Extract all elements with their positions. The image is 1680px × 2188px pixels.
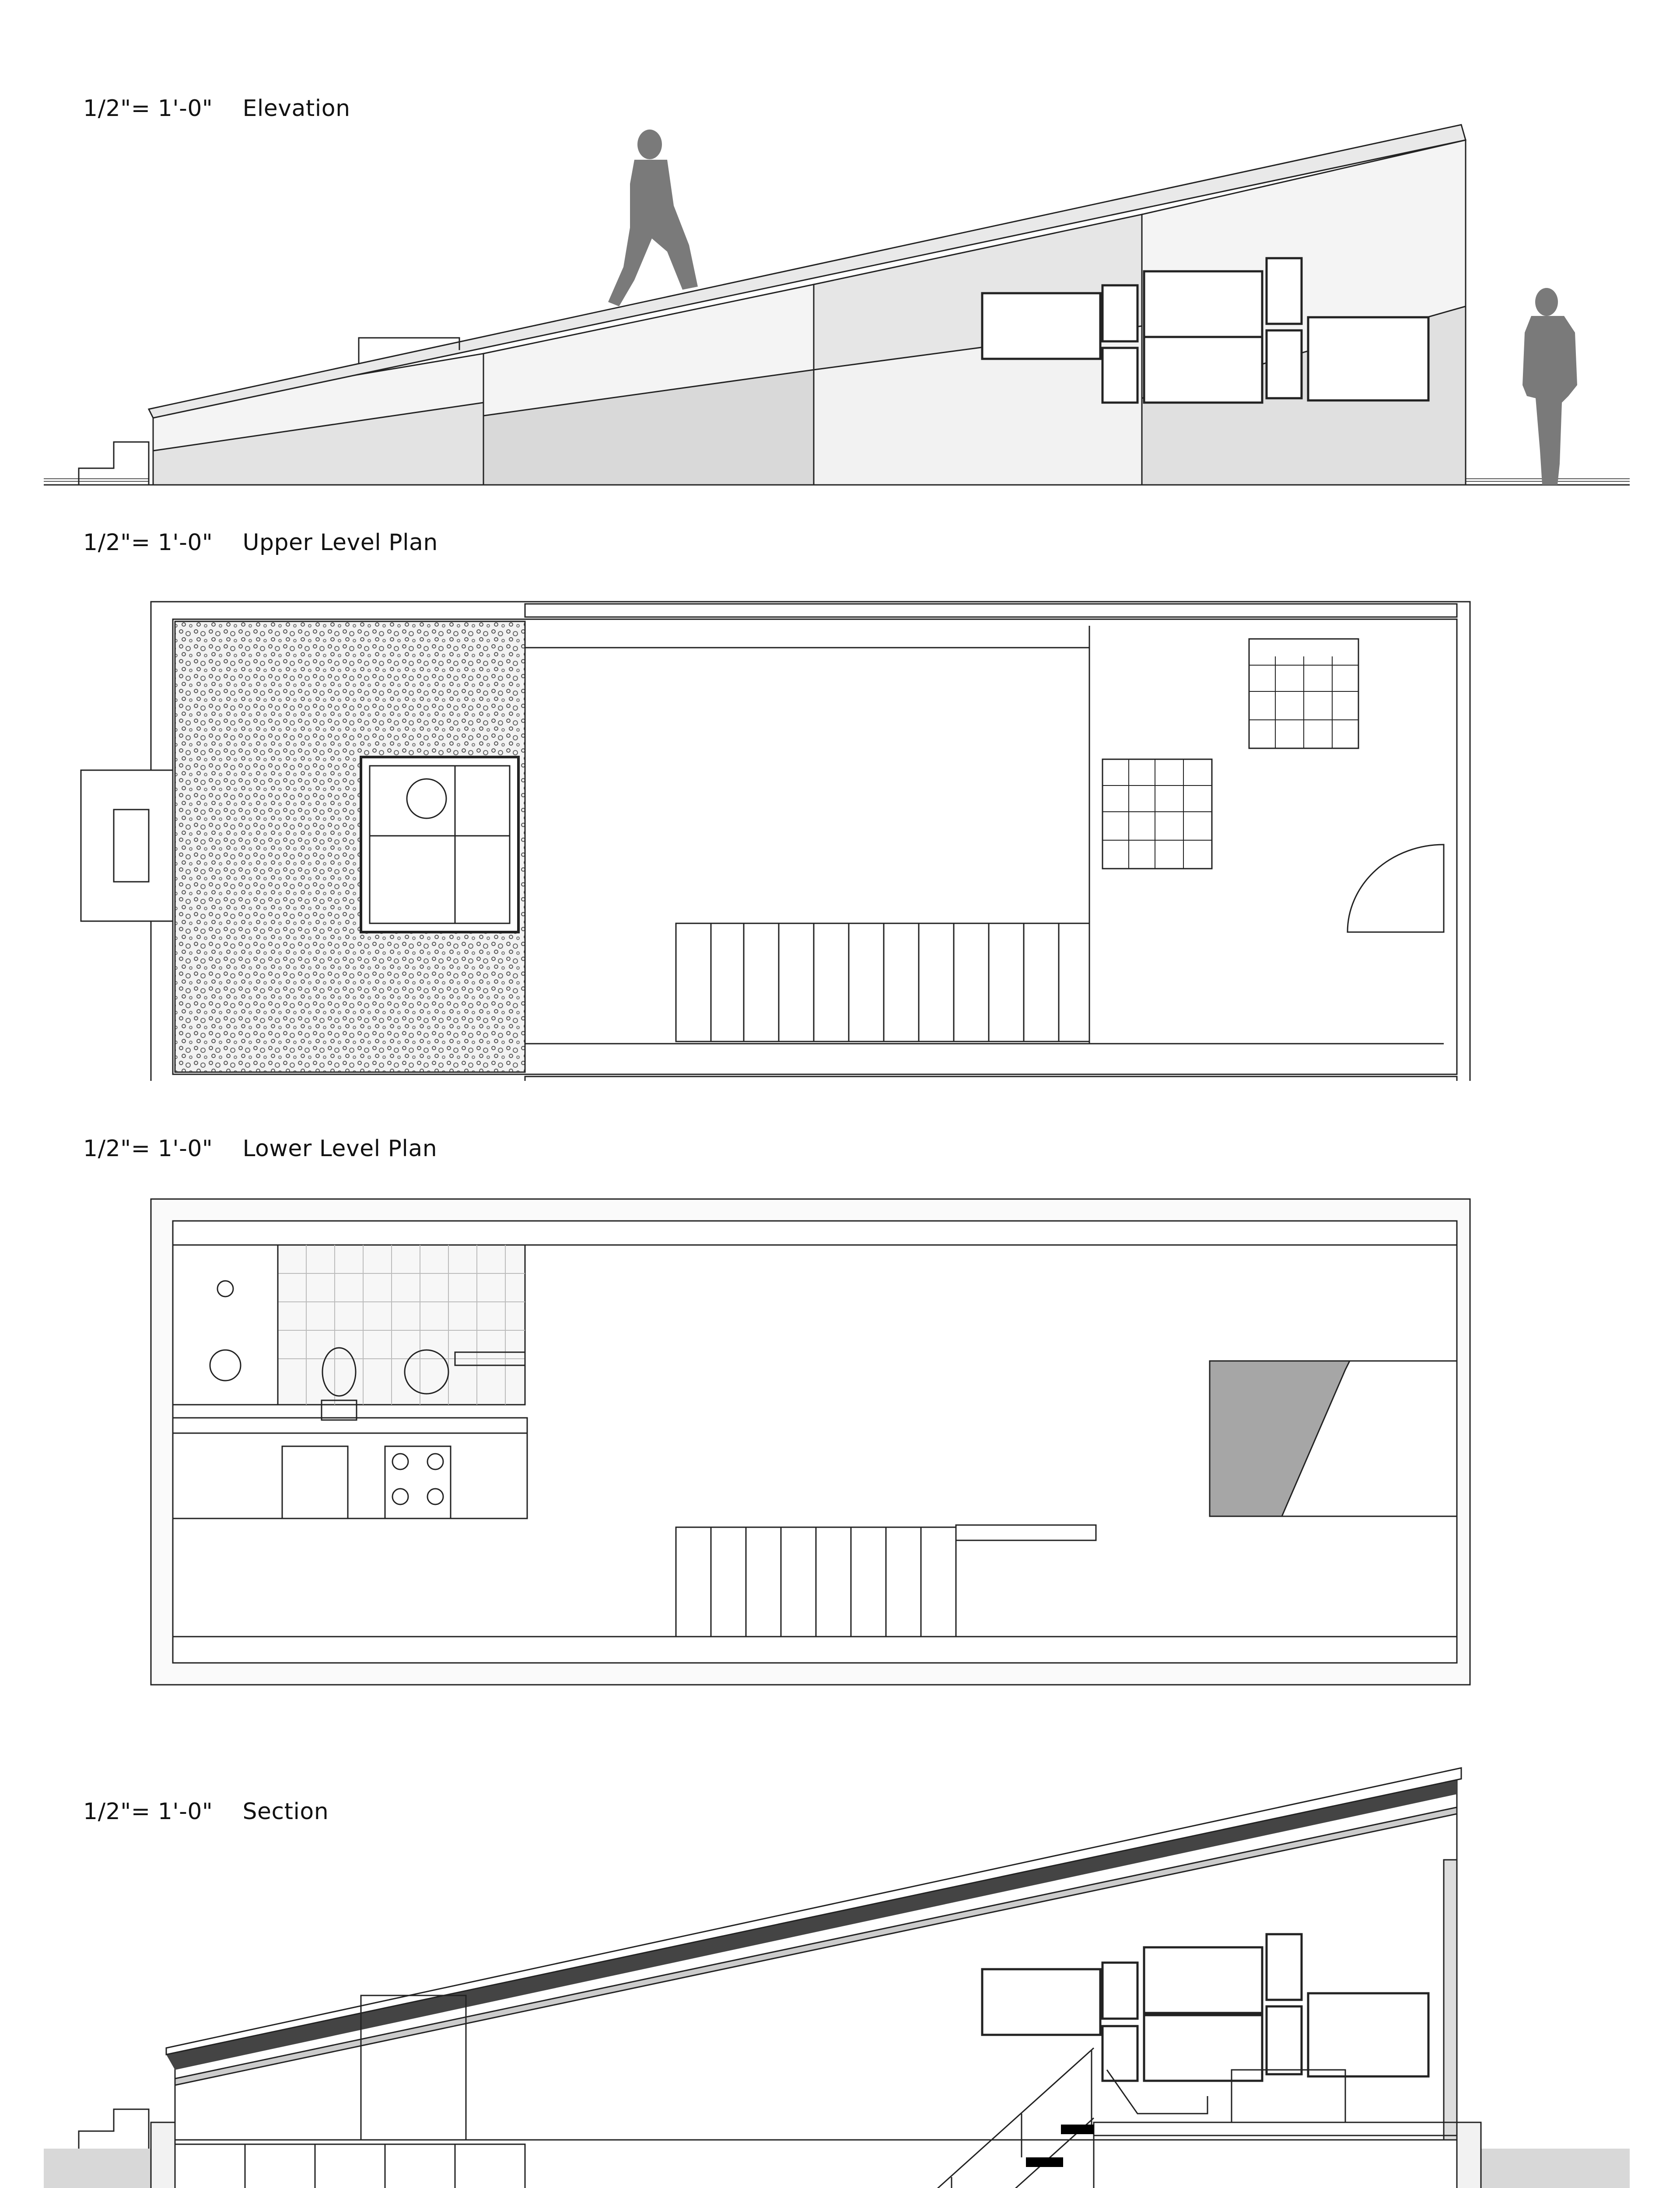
entry-step (114, 810, 149, 882)
entry-steps (79, 2109, 149, 2149)
section-title: Section (242, 1799, 329, 1825)
bathroom-tile-area (278, 1245, 525, 1405)
grass-strip-left (44, 479, 149, 481)
upper-plan-scale: 1/2"= 1'-0" (83, 529, 213, 556)
window-pane (1102, 1963, 1138, 2019)
upper-plan-label (83, 529, 438, 556)
lower-plan-label (83, 1136, 437, 1162)
window-pane (1144, 2015, 1262, 2081)
elevation-title: Elevation (242, 95, 350, 122)
chair-grid (1249, 656, 1358, 748)
section-scale: 1/2"= 1'-0" (83, 1799, 213, 1825)
upper-plan-svg (0, 494, 1680, 1081)
window-strip-lower-right (1308, 317, 1428, 400)
basement-wall-right (1457, 2122, 1481, 2188)
window-band-top (525, 604, 1457, 617)
window-pane (1102, 2026, 1138, 2081)
lower-plan-scale: 1/2"= 1'-0" (83, 1136, 213, 1162)
elevation-label (83, 95, 350, 122)
window-pane (1102, 348, 1138, 403)
window-pane (1144, 1947, 1262, 2013)
window-pane (1308, 1993, 1428, 2076)
basement-wall-left (151, 2122, 175, 2188)
person-walking-on-roof (608, 130, 698, 306)
basement-interior (175, 2140, 1457, 2188)
lower-plan-title: Lower Level Plan (242, 1136, 438, 1162)
window-pane (1267, 330, 1302, 398)
elevation-drawing (0, 0, 1680, 494)
section-drawing (0, 1764, 1680, 2188)
person-standing (1522, 288, 1577, 485)
lower-level-plan-drawing (0, 1081, 1680, 1764)
window-pane (1267, 2006, 1302, 2074)
window-pane (1267, 258, 1302, 324)
window-pane (1144, 271, 1262, 337)
upper-stair (676, 923, 1089, 1041)
lower-plan-svg (0, 1081, 1680, 1764)
window-pane (1102, 285, 1138, 341)
elevation-svg (0, 0, 1680, 494)
upper-end-wall (1444, 1860, 1457, 2140)
window-pane (1267, 1934, 1302, 2000)
door-swing (1348, 845, 1444, 932)
elevation-scale: 1/2"= 1'-0" (83, 95, 213, 122)
section-label (83, 1799, 329, 1825)
upper-plan-title: Upper Level Plan (242, 529, 438, 556)
window-strip-upper-left (982, 293, 1100, 359)
section-svg (0, 1764, 1680, 2188)
lounge-chair-grid (1102, 759, 1212, 869)
upper-level-plan-drawing (0, 494, 1680, 1081)
window-band-bottom (525, 1076, 1457, 1081)
window-pane (1144, 337, 1262, 403)
window-pane (982, 1969, 1100, 2035)
loft-lounge-chair (1102, 759, 1212, 869)
